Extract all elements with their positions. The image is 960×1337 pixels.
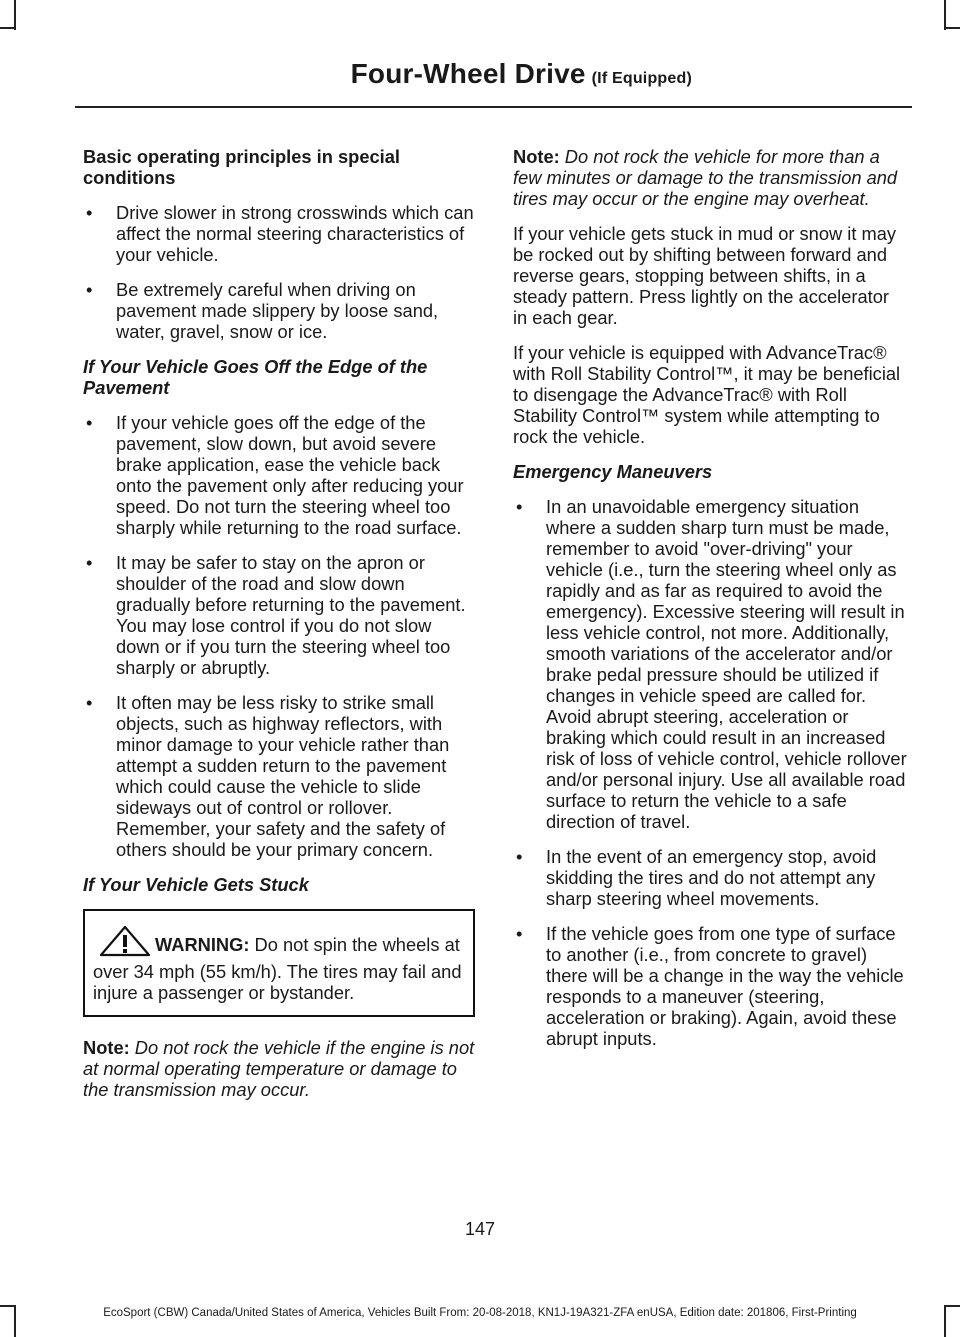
section-heading: If Your Vehicle Gets Stuck — [83, 874, 309, 895]
bullet-list — [83, 412, 475, 860]
page-title-text: Four-Wheel Drive — [350, 58, 586, 89]
page-number: 147 — [464, 1219, 496, 1239]
note-label: Note: — [83, 1037, 130, 1058]
section-heading: If Your Vehicle Goes Off the Edge of the Pavement — [83, 356, 428, 398]
right-column — [513, 146, 908, 1063]
list-item: • If your vehicle goes off the edge of the pavement, slow down, but avoid severe brake application, ease the vehicle back onto the pavement only after reducing your speed. Do not turn the steering wheel too sharply while returning to the road surface. — [83, 412, 475, 538]
section-heading: Basic operating principles in special conditions — [83, 146, 400, 188]
list-item: • In the event of an emergency stop, avoid skidding the tires and do not attempt any sharp steering wheel movements. — [513, 846, 908, 909]
list-item: • If the vehicle goes from one type of surface to another (i.e., from concrete to gravel) there will be a change in the way the vehicle responds to a maneuver (steering, acceleration or braking). Again, avoid these abrupt inputs. — [513, 923, 908, 1049]
list-item: • It often may be less risky to strike small objects, such as highway reflectors, with minor damage to your vehicle rather than attempt a sudden return to the pavement which could cause the vehicle to slide sideways out of control or rollover. Remember, your safety and the safety of others should be your primary concern. — [83, 692, 475, 860]
crop-mark — [14, 0, 16, 30]
section-heading: Emergency Maneuvers — [513, 461, 713, 482]
note — [83, 1037, 475, 1100]
list-item: • Drive slower in strong crosswinds which can affect the normal steering characteristics of your vehicle. — [83, 202, 475, 265]
paragraph: If your vehicle is equipped with AdvanceTrac® with Roll Stability Control™, it may be beneficial to disengage the AdvanceTrac® with Roll Stability Control™ system while attempting to rock the vehicle. — [513, 342, 901, 447]
paragraph: If your vehicle gets stuck in mud or snow it may be rocked out by shifting between forward and reverse gears, stopping between shifts, in a steady pattern. Press lightly on the accelerator in each gear. — [513, 223, 897, 328]
page-title — [351, 58, 692, 90]
crop-mark — [946, 27, 960, 29]
header-divider — [75, 106, 912, 108]
warning-triangle-icon — [99, 925, 151, 961]
left-column — [83, 146, 475, 1114]
crop-mark — [944, 0, 946, 30]
crop-mark — [0, 27, 14, 29]
bullet-list — [513, 496, 908, 1049]
note-text: Do not rock the vehicle for more than a few minutes or damage to the transmission and tires may occur or the engine may overheat. — [513, 146, 898, 209]
note-label: Note: — [513, 146, 560, 167]
bullet-list — [83, 202, 475, 342]
note-text: Do not rock the vehicle if the engine is not at normal operating temperature or damage to the transmission may occur. — [83, 1037, 475, 1100]
list-item: • It may be safer to stay on the apron or shoulder of the road and slow down gradually before returning to the pavement. You may lose control if you do not slow down or if you turn the steering wheel too sharply or abruptly. — [83, 552, 475, 678]
footer-text: EcoSport (CBW) Canada/United States of America, Vehicles Built From: 20-08-2018, KN1J-19A321-ZFA enUSA, Edition date: 201806, First-Printing — [103, 1307, 857, 1319]
warning-box — [83, 909, 475, 1017]
list-item: • Be extremely careful when driving on pavement made slippery by loose sand, water, gravel, snow or ice. — [83, 279, 475, 342]
warning-label: WARNING: — [155, 934, 250, 955]
page-subtitle: (If Equipped) — [591, 70, 692, 87]
list-item: • In an unavoidable emergency situation where a sudden sharp turn must be made, remember to avoid "over-driving" your vehicle (i.e., turn the steering wheel only as rapidly and as far as required to avoid the emergency). Excessive steering will result in less vehicle control, not more. Additionally, smooth variations of the accelerator and/or brake pedal pressure should be utilized if changes in vehicle speed are called for. Avoid abrupt steering, acceleration or braking which could result in an increased risk of loss of vehicle control, vehicle rollover and/or personal injury. Use all available road surface to return the vehicle to a safe direction of travel. — [513, 496, 908, 832]
note — [513, 146, 908, 209]
warning-text: Do not spin the wheels at over 34 mph (55 km/h). The tires may fail and injure a passenger or bystander. — [93, 934, 462, 1003]
